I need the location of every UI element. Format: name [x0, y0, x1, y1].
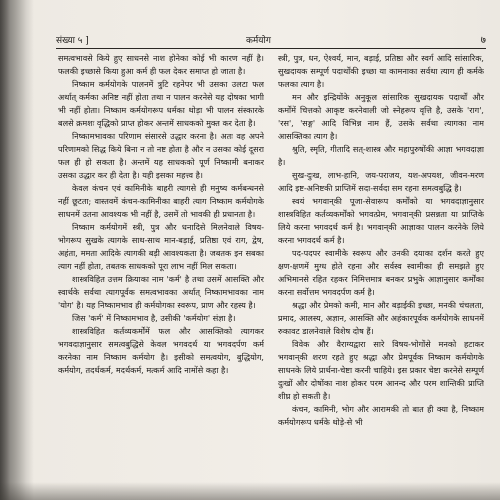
left-column: [58, 52, 264, 492]
paragraph: जिस 'कर्म' में निष्कामभाव है, उसीकी 'कर्मयोग' संज्ञा है।: [72, 313, 236, 323]
paragraph: शास्त्रविहित कर्तव्यकर्मोंमें फल और आसक्तिको त्यागकर भगवदाज्ञानुसार समत्वबुद्धिसे केवल भगवदर्थ या भगवदर्पण कर्म करनेका नाम निष्काम कर्मयोग है। इसीको समत्वयोग, बुद्धियोग, कर्मयोग, तदर्थकर्म, मदर्थकर्म, मत्कर्म आदि नामोंसे कहा है।: [58, 326, 264, 375]
paragraph: श्रुति, स्मृति, गीतादि सत्-शास्त्र और महापुरुषोंकी आज्ञा भगवदाज्ञा है।: [278, 144, 484, 167]
paragraph: श्रद्धा और प्रेमको कमी, मान और बड़ाईकी इच्छा, मनकी चंचलता, प्रमाद, आलस्य, अज्ञान, आसक्ति और अहंकारपूर्वक कर्मयोगके साधनमें रुकावट डालनेवाले विशेष दोष हैं।: [278, 300, 484, 336]
paragraph: निष्कामभावका परिणाम संसारसे उद्धार करना है। अतः वह अपने परिणामको सिद्ध किये बिना न तो नष्ट होता है और न उसका कोई दूसरा फल ही हो सकता है। अन्तमें यह साधकको पूर्ण निष्कामी बनाकर उसका उद्धार कर ही देता है। यही इसका महत्त्व है।: [58, 131, 264, 180]
right-column: [278, 52, 484, 492]
running-title: कर्मयोग: [246, 36, 271, 46]
paragraph: विवेक और वैराग्यद्वारा सारे विषय-भोगोंसे मनको हटाकर भगवान्‌की शरण रहते हुए श्रद्धा और प्रेमपूर्वक निष्काम कर्मयोगके साधनके लिये प्रार्थना-चेष्टा करनी चाहिये। इस प्रकार चेष्टा करनेसे सम्पूर्ण दुःखों और दोषोंका नाश होकर परम आनन्द और परम शान्तिकी प्राप्ति शीघ्र हो सकती है।: [278, 339, 484, 401]
paragraph: पद-पदपर स्वामीके स्वरूप और उनकी दयाका दर्शन करते हुए क्षण-क्षणमें मुग्ध होते रहना और सर्वस्व स्वामीका ही समझते हुए अभिमानसे रहित रहकर निमित्तमात्र बनकर प्रभुके आज्ञानुसार कर्मोंका करना सर्वोत्तम भगवदर्पण कर्म है।: [278, 248, 484, 297]
running-header: [56, 33, 486, 49]
page-number: ७: [480, 35, 486, 46]
paragraph: मन और इन्द्रियोंके अनुकूल सांसारिक सुखदायक पदार्थों और कर्मोंमें चित्तको आकृष्ट करनेवाली जो स्नेहरूप वृत्ति है, उसके 'राग', 'रस', 'सङ्ग' आदि विभिन्न नाम हैं, उसके सर्वथा त्यागका नाम आसक्तिका त्याग है।: [278, 92, 484, 141]
binding-gutter-shadow: [0, 0, 34, 500]
paragraph: शास्त्रविहित उत्तम क्रियाका नाम 'कर्म' है तथा उसमें आसक्ति और स्वार्थके सर्वथा त्यागपूर्वक समत्वभावका अर्थात् निष्कामभावका नाम 'योग' है। यह निष्कामभाव ही कर्मयोगका स्वरूप, प्राण और रहस्य है।: [58, 274, 264, 310]
paragraph: कंचन, कामिनी, भोग और आरामकी तो बात ही क्या है, निष्काम कर्मयोगरूप धर्मके थोड़े-से भी: [278, 404, 484, 427]
paragraph: निष्काम कर्मयोगमें स्त्री, पुत्र और धनादिसे मिलनेवाले विषय-भोगरूप सुखके त्यागके साथ-साथ मान-बड़ाई, प्रतिष्ठा एवं राग, द्वेष, अहंता, ममता आदिके त्यागकी बड़ी आवश्यकता है। जबतक इन सबका त्याग नहीं होता, तबतक साधकको पूरा लाभ नहीं मिल सकता।: [58, 222, 264, 271]
paragraph: केवल कंचन एवं कामिनीके बाहरी त्यागसे ही मनुष्य कर्मबन्धनसे नहीं छूटता; वास्तवमें कंचन-कामिनीका बाहरी त्याग निष्काम कर्मयोगके साधनमें उतना आवश्यक भी नहीं है, उसमें तो भावकी ही प्रधानता है।: [58, 183, 264, 219]
paragraph: समत्वभावसे किये हुए साधनसे नाश होनेका कोई भी कारण नहीं है। फलकी इच्छासे किया हुआ कर्म ही फल देकर समाप्त हो जाता है।: [58, 53, 264, 76]
bottom-shadow: [0, 482, 500, 500]
issue-number: संख्या ५ ]: [56, 36, 89, 46]
header-rule: [56, 48, 486, 49]
paragraph: सुख-दुःख, लाभ-हानि, जय-पराजय, यश-अपयश, जीवन-मरण आदि इष्ट-अनिष्टकी प्राप्तिमें सदा-सर्वदा सम रहना समत्वबुद्धि है।: [278, 170, 484, 193]
paragraph: स्वयं भगवान्‌की पूजा-सेवारूप कर्मोंको या भगवदाज्ञानुसार शास्त्रविहित कर्तव्यकर्मोंको भगवत्प्रेम, भगवान्‌की प्रसन्नता या प्राप्तिके लिये करना भगवदर्थ कर्म है। भगवान्‌की आज्ञाका पालन करनेके लिये करना भगवदर्थ कर्म है।: [278, 196, 484, 245]
paragraph: स्त्री, पुत्र, धन, ऐश्वर्य, मान, बड़ाई, प्रतिष्ठा और स्वर्ग आदि सांसारिक, सुखदायक सम्पूर्ण पदार्थोंकी इच्छा या कामनाका सर्वथा त्याग ही कर्मके फलका त्याग है।: [278, 53, 484, 89]
paragraph: निष्काम कर्मयोगके पालनमें त्रुटि रहनेपर भी उसका उलटा फल अर्थात् कर्मका अनिष्ट नहीं होता तथा न पालन करनेसे यह दोषका भागी भी नहीं होता। निष्काम कर्मयोगरूप धर्मका थोड़ा भी पालन संस्कारके बलसे क्रमशः वृद्धिको प्राप्त होकर अन्तमें साधकको मुक्त कर देता है।: [58, 79, 264, 128]
